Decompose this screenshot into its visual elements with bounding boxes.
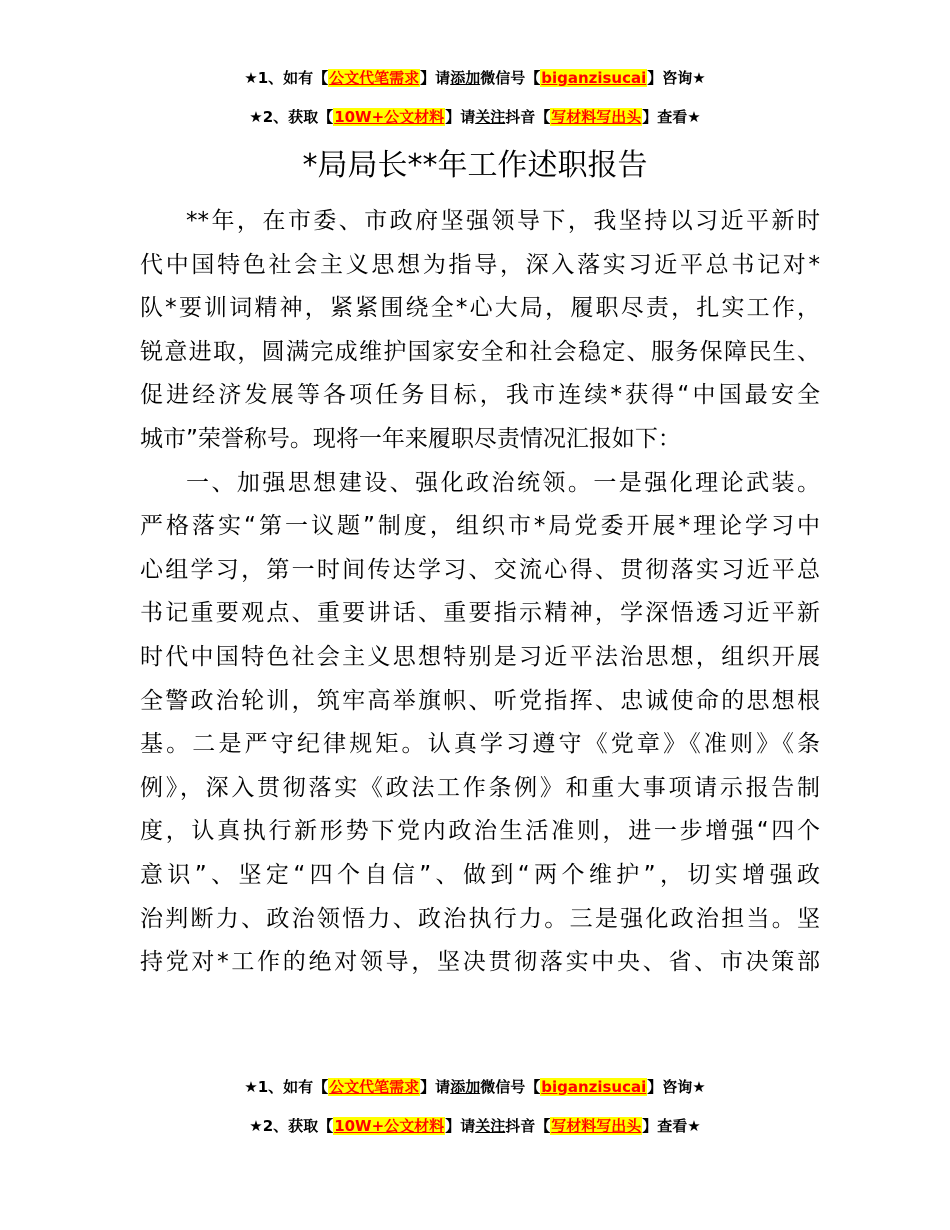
- ad1-prefix: ★1、如有【: [244, 69, 329, 87]
- text-line: 意识”、坚定“四个自信”、做到“两个维护”，切实增强政: [140, 861, 820, 888]
- text-line: 时代中国特色社会主义思想特别是习近平法治思想，组织开展: [140, 643, 820, 670]
- ad1-highlight-wechat: biganzisucai: [541, 69, 647, 87]
- text-line: 度，认真执行新形势下党内政治生活准则，进一步增强“四个: [140, 818, 820, 845]
- text-line: 持党对*工作的绝对领导，坚决贯彻落实中央、省、市决策部: [140, 949, 820, 976]
- ad2-highlight-douyin: 写材料写出头: [551, 108, 642, 126]
- ad2-highlight-douyin: 写材料写出头: [551, 1117, 642, 1135]
- document-body: [140, 200, 820, 985]
- ad2-highlight-materials: 10W+公文材料: [334, 1117, 445, 1135]
- ad1-middle: 】请: [420, 1078, 451, 1096]
- ad1-highlight-service: 公文代笔需求: [329, 69, 420, 87]
- text-line: 例》，深入贯彻落实《政法工作条例》和重大事项请示报告制: [140, 774, 820, 801]
- text-line: 全警政治轮训，筑牢高举旗帜、听党指挥、忠诚使命的思想根: [140, 687, 820, 714]
- ad1-highlight-wechat: biganzisucai: [541, 1078, 647, 1096]
- ad2-suffix: 】查看★: [642, 108, 701, 126]
- document-title: *局局长**年工作述职报告: [302, 148, 648, 183]
- paragraph-2: [140, 462, 820, 985]
- text-line: 书记重要观点、重要讲话、重要指示精神，学深悟透习近平新: [140, 600, 820, 627]
- text-line: 代中国特色社会主义思想为指导，深入落实习近平总书记对*: [140, 251, 820, 278]
- ad2-suffix: 】查看★: [642, 1117, 701, 1135]
- text-line: 治判断力、政治领悟力、政治执行力。三是强化政治担当。坚: [140, 905, 820, 932]
- ad1-middle: 】请: [420, 69, 451, 87]
- ad2-middle-2: 抖音【: [505, 108, 551, 126]
- ad2-middle: 】请: [445, 1117, 476, 1135]
- ad2-prefix: ★2、获取【: [249, 108, 334, 126]
- ad1-underline: 添加: [450, 69, 481, 87]
- text-line: **年，在市委、市政府坚强领导下，我坚持以习近平新时: [186, 208, 820, 234]
- ad2-prefix: ★2、获取【: [249, 1117, 334, 1135]
- footer-ad-line-1: [0, 1076, 950, 1098]
- ad1-underline: 添加: [450, 1078, 481, 1096]
- ad2-highlight-materials: 10W+公文材料: [334, 108, 445, 126]
- paragraph-1: [140, 200, 820, 462]
- ad2-middle: 】请: [445, 108, 476, 126]
- ad2-underline: 关注: [475, 108, 506, 126]
- text-line: 促进经济发展等各项任务目标，我市连续*获得“中国最安全: [140, 382, 820, 409]
- text-line: 一、加强思想建设、强化政治统领。一是强化理论武装。: [186, 469, 820, 496]
- ad1-highlight-service: 公文代笔需求: [329, 1078, 420, 1096]
- ad1-prefix: ★1、如有【: [244, 1078, 329, 1096]
- ad1-suffix: 】咨询★: [647, 1078, 706, 1096]
- header-ad-line-1: [0, 67, 950, 89]
- ad1-suffix: 】咨询★: [647, 69, 706, 87]
- text-line: 基。二是严守纪律规矩。认真学习遵守《党章》《准则》《条: [140, 731, 820, 758]
- ad1-middle-2: 微信号【: [480, 1078, 541, 1096]
- ad1-middle-2: 微信号【: [480, 69, 541, 87]
- text-line: 严格落实“第一议题”制度，组织市*局党委开展*理论学习中: [140, 513, 820, 540]
- ad2-middle-2: 抖音【: [505, 1117, 551, 1135]
- header-ad-line-2: [0, 106, 950, 128]
- footer-ad-line-2: [0, 1115, 950, 1137]
- text-line: 心组学习，第一时间传达学习、交流心得、贯彻落实习近平总: [140, 556, 820, 583]
- text-line: 城市”荣誉称号。现将一年来履职尽责情况汇报如下：: [140, 425, 681, 452]
- ad2-underline: 关注: [475, 1117, 506, 1135]
- text-line: 锐意进取，圆满完成维护国家安全和社会稳定、服务保障民生、: [140, 338, 820, 365]
- text-line: 队*要训词精神，紧紧围绕全*心大局，履职尽责，扎实工作，: [140, 295, 820, 322]
